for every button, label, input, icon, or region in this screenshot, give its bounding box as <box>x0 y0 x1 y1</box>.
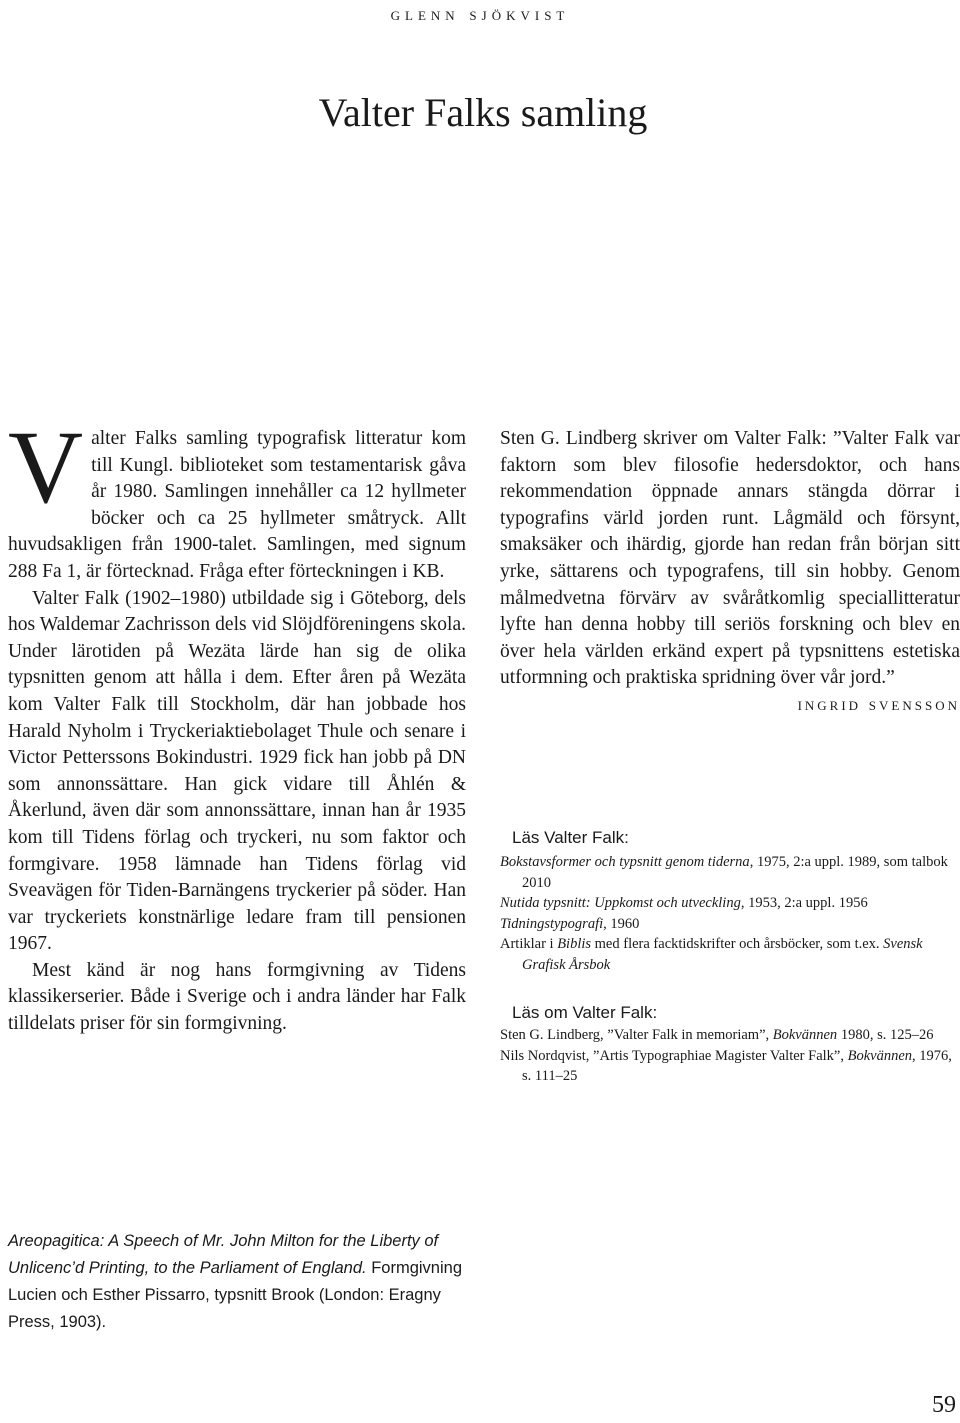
read-about-list <box>500 1025 955 1087</box>
drop-cap: V <box>8 410 84 525</box>
quote-text: Sten G. Lindberg skriver om Valter Falk: ”Valter Falk var faktorn som blev filosofie hedersdoktor, och hans rekommendation öppnade annars stängda dörrar i typografins värld jorden runt. Lågmäld och försynt, smaksäker och ihärdig, gjorde han redan från början sitt yrke, sättarens och typografens, till sin hobby. Genom målmedvetna förvärv av svåråtkomlig speciallitteratur lyfte han denna hobby till seriös forskning och blev en över hela världen erkänd expert på typsnittens estetiska utformning och praktiska spridning över vår jord.” <box>500 428 960 689</box>
left-column <box>8 410 466 1038</box>
list-item <box>500 893 955 914</box>
paragraph-biography: Valter Falk (1902–1980) utbildade sig i Göteborg, dels hos Waldemar Zachrisson dels vid Slöjdföreningens skola. Under lärotiden på Wezäta lärde han sig de olika typsnitten genom att hålla i dem. Efter åren på Wezäta kom Valter Falk till Stockholm, där han jobbade hos Harald Nyholm i Tryckeriaktiebolaget Thule och senare i Victor Petterssons Bokindustri. 1929 fick han jobb på DN som annonssättare. Han gick vidare till Åhlén & Åkerlund, även där som annonssättare, innan han år 1935 kom till Tidens förlag och tryckeri, nu som faktor och formgivare. 1958 lämnade han Tidens förlag vid Sveavägen för Tiden-Barnängens tryckerier på söder. Han var tryckeriets konstnärlige ledare fram till pensionen 1967. <box>8 587 466 955</box>
item-prefix: Nils Nordqvist, ”Artis Typographiae Magister Valter Falk”, <box>500 1047 848 1064</box>
book-details: , 1953, 2:a uppl. 1956 <box>740 895 868 911</box>
paragraph-intro <box>8 410 466 586</box>
book-title: Nutida typsnitt: Uppkomst och utveckling <box>500 895 741 911</box>
list-item <box>500 914 955 935</box>
quote-paragraph <box>500 426 960 715</box>
read-by-list <box>500 852 955 975</box>
paragraph-legacy: Mest känd är nog hans formgivning av Tidens klassikerserier. Både i Sverige och i andra länder har Falk tilldelats priser för sin formgivning. <box>8 959 466 1035</box>
item-prefix: Sten G. Lindberg, ”Valter Falk in memoriam”, <box>500 1027 773 1043</box>
book-title: Bokstavsformer och typsnitt genom tiderna <box>500 854 750 870</box>
item-details: 1980, s. 125–26 <box>837 1027 934 1043</box>
list-item <box>500 934 955 975</box>
page-number: 59 <box>932 1392 956 1418</box>
journal-title: Biblis <box>557 936 592 952</box>
item-details: , 1976, s. 111–25 <box>522 1047 952 1084</box>
caption-title: Areopagitica: A Speech of Mr. John Milton for the Liberty of Unlicenc’d Printing, to the Parliament of England. <box>8 1232 439 1277</box>
right-column <box>500 426 960 719</box>
article-title: Valter Falks samling <box>318 89 648 135</box>
book-title: Tidningstypografi <box>500 915 604 932</box>
list-item <box>500 852 955 893</box>
read-about-heading: Läs om Valter Falk: <box>512 1003 658 1022</box>
caption-text: Formgivning Lucien och Esther Pissarro, typsnitt Brook (London: Eragny Press, 1903). <box>8 1259 462 1331</box>
paragraph-intro-text: alter Falks samling typografisk litteratur kom till Kungl. biblioteket som testamentarisk gåva år 1980. Samlingen innehåller ca 12 hyllmeter böcker och ca 25 hyllmeter småtryck. Allt huvudsakligen från 1900-talet. Samlingen, med signum 288 Fa 1, är förtecknad. Fråga efter förteckningen i KB. <box>8 428 466 582</box>
list-item <box>500 1046 955 1087</box>
item-prefix: Artiklar i <box>500 936 558 952</box>
yearbook-title: Svensk Grafisk Årsbok <box>522 936 923 973</box>
journal-title: Bokvännen <box>847 1047 913 1064</box>
figure-caption <box>8 1228 468 1336</box>
item-middle: med flera facktidskrifter och årsböcker, som t.ex. <box>591 936 884 952</box>
read-by-heading: Läs Valter Falk: <box>512 828 629 847</box>
journal-title: Bokvännen <box>772 1027 838 1043</box>
book-details: , 1975, 2:a uppl. 1989, som talbok 2010 <box>522 854 948 891</box>
list-item <box>500 1025 955 1046</box>
author-name: glenn sjökvist <box>390 4 570 25</box>
book-details: , 1960 <box>603 915 640 932</box>
signature: ingrid svensson <box>797 693 960 715</box>
